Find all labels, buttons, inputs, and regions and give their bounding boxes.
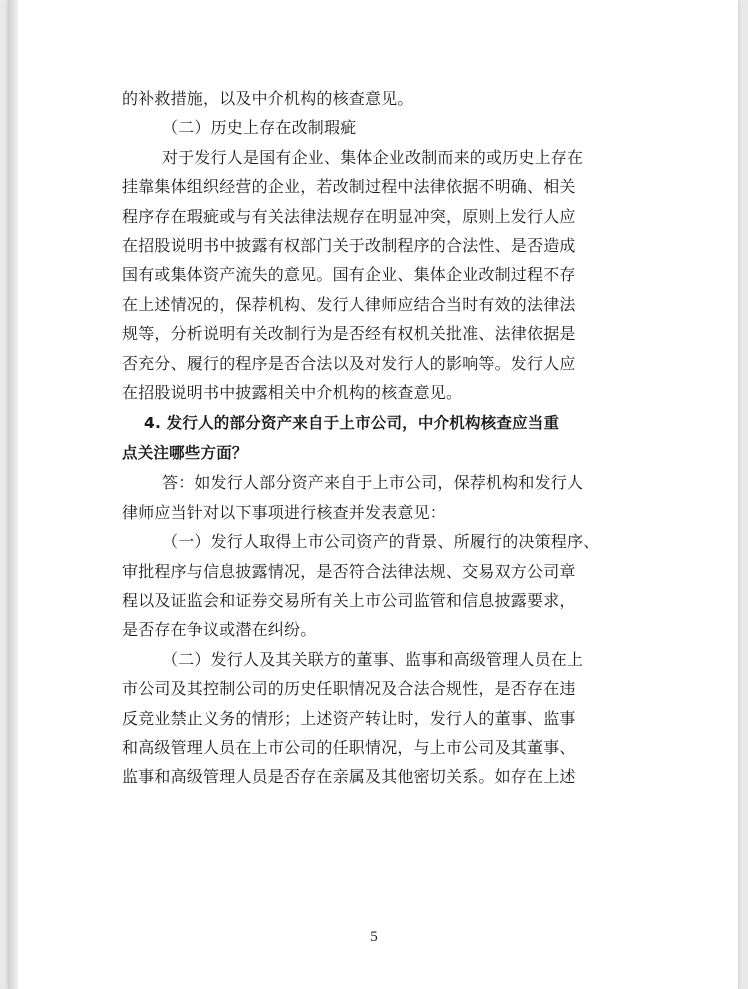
text-line: 在上述情况的，保荐机构、发行人律师应结合当时有效的法律法 (122, 294, 576, 314)
paragraph-answer-intro (122, 468, 628, 527)
text-line: 程序存在瑕疵或与有关法律法规存在明显冲突，原则上发行人应 (122, 206, 576, 226)
text-line: 否充分、履行的程序是否合法以及对发行人的影响等。发行人应 (122, 353, 576, 373)
text-line: 国有或集体资产流失的意见。国有企业、集体企业改制过程不存 (122, 265, 576, 285)
text-line: 的补救措施，以及中介机构的核查意见。 (122, 89, 414, 108)
text-line: 在招股说明书中披露相关中介机构的核查意见。 (122, 383, 463, 403)
text-line: 程以及证监会和证券交易所有关上市公司监管和信息披露要求， (122, 590, 576, 610)
text-line: 点关注哪些方面？ (122, 443, 248, 462)
text-line: 是否存在争议或潜在纠纷。 (122, 620, 317, 640)
subheading-restructuring-defects (122, 113, 628, 142)
text-line: 市公司及其控制公司的历史任职情况及合法合规性，是否存在违 (122, 679, 576, 699)
text-line: 对于发行人是国有企业、集体企业改制而来的或历史上存在 (162, 147, 584, 167)
paragraph-item-two (122, 645, 628, 792)
paragraph-remedy-tail (122, 84, 628, 113)
text-line: 反竞业禁止义务的情形；上述资产转让时，发行人的董事、监事 (122, 708, 576, 728)
text-line: 规等，分析说明有关改制行为是否经有权机关批准、法律依据是 (122, 324, 576, 344)
text-line: 审批程序与信息披露情况，是否符合法律法规、交易双方公司章 (122, 561, 576, 581)
text-line: （二）历史上存在改制瑕疵 (162, 118, 357, 138)
question-heading-4 (122, 409, 628, 468)
paragraph-item-one (122, 527, 628, 645)
text-line: 挂靠集体组织经营的企业，若改制过程中法律依据不明确、相关 (122, 177, 576, 197)
text-line: （一）发行人取得上市公司资产的背景、所履行的决策程序、 (162, 532, 600, 552)
page-number: 5 (370, 929, 378, 945)
text-line: 监事和高级管理人员是否存在亲属及其他密切关系。如存在上述 (122, 767, 576, 787)
paragraph-restructuring-defects (122, 143, 628, 408)
document-body (122, 84, 628, 792)
text-line: 答：如发行人部分资产来自于上市公司，保荐机构和发行人 (162, 473, 584, 493)
text-line: 在招股说明书中披露有权部门关于改制程序的合法性、是否造成 (122, 236, 576, 256)
text-line: （二）发行人及其关联方的董事、监事和高级管理人员在上 (162, 649, 584, 669)
text-line: 和高级管理人员在上市公司的任职情况，与上市公司及其董事、 (122, 737, 576, 757)
text-line: 4. 发行人的部分资产来自于上市公司，中介机构核查应当重 (144, 414, 560, 433)
text-line: 律师应当针对以下事项进行核查并发表意见： (122, 502, 447, 522)
page-edge-shadow (8, 0, 18, 989)
